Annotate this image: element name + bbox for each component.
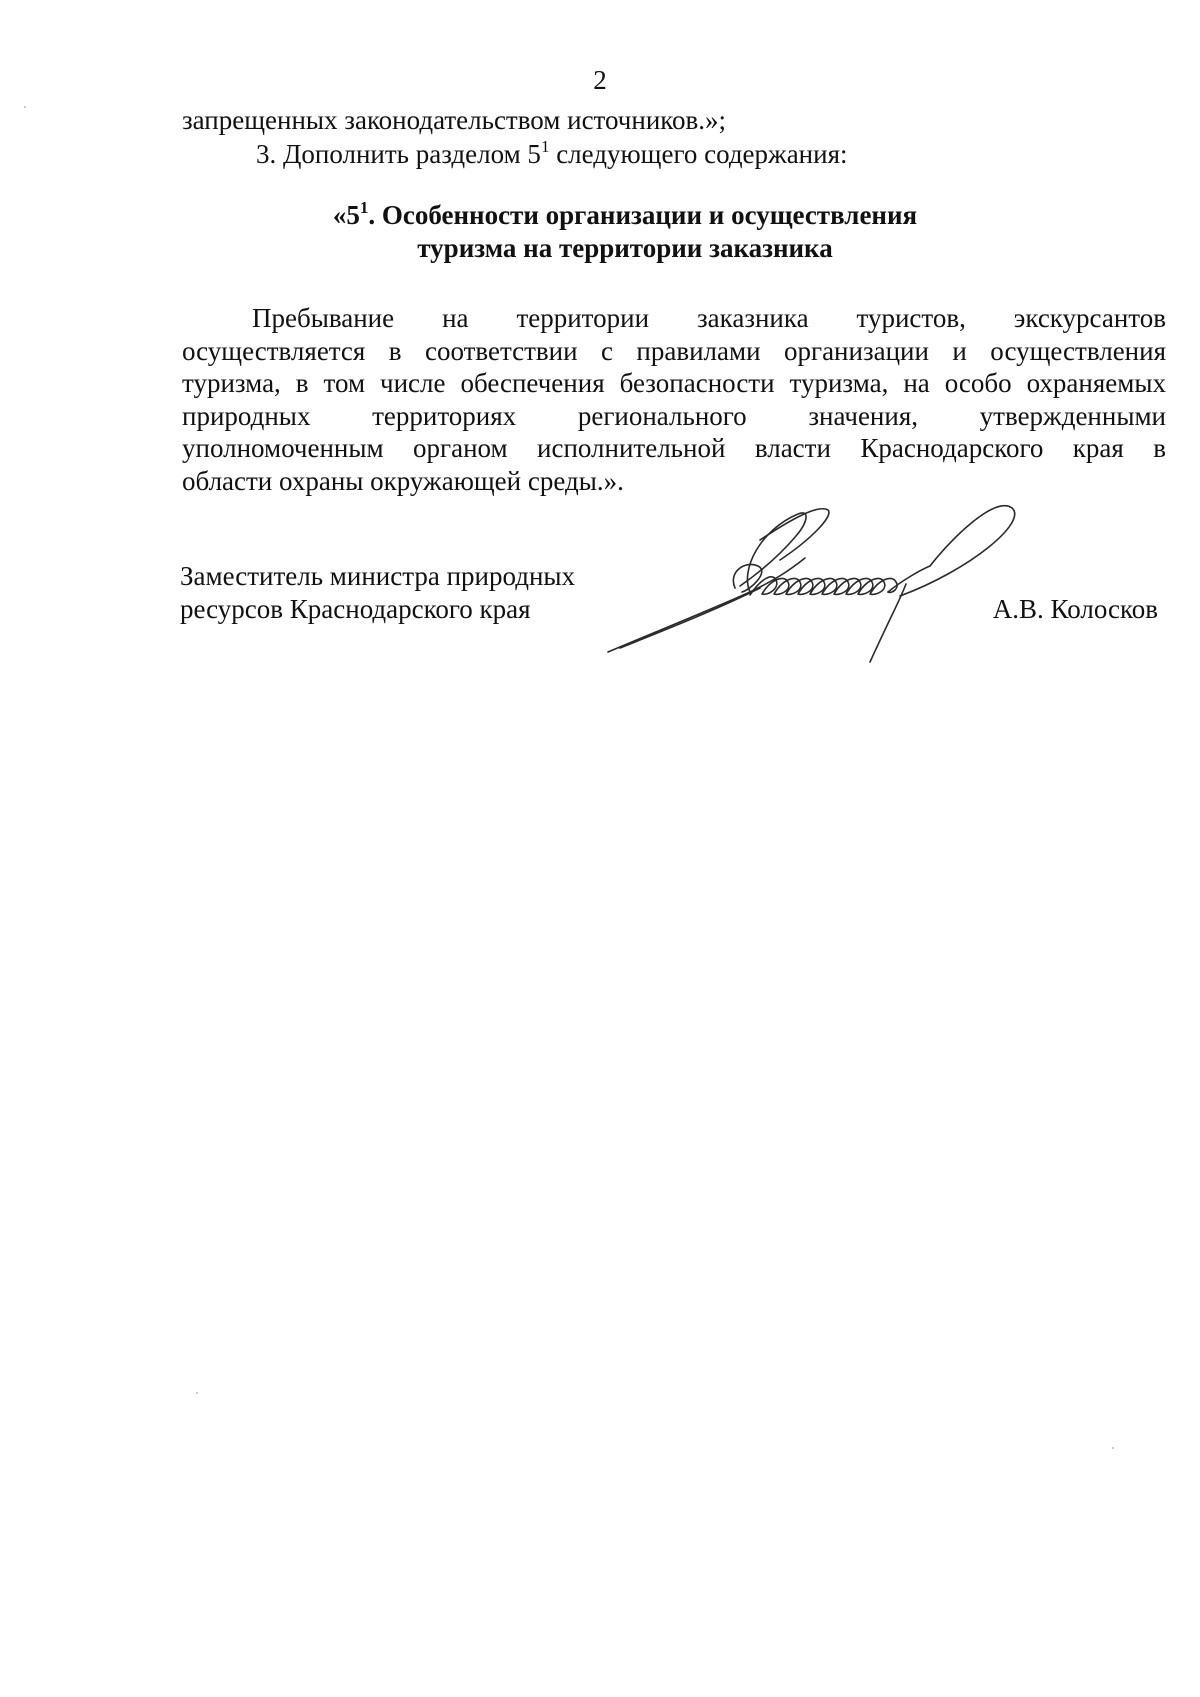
scan-speck <box>196 1392 198 1394</box>
section-heading-line1 <box>300 199 950 232</box>
scan-speck <box>24 106 26 108</box>
paragraph-line: области охраны окружающей среды.». <box>182 465 624 496</box>
paragraph-line: уполномоченным органом исполнительной власти Краснодарского края в <box>182 433 1166 463</box>
section-heading-line2: туризма на территории заказника <box>417 233 833 263</box>
heading-open: «5 <box>332 200 360 230</box>
paragraph-line: природных территориях регионального значения, утвержденными <box>182 400 1166 431</box>
handwritten-signature <box>600 500 1040 680</box>
section-heading <box>300 199 950 265</box>
intro-line: запрещенных законодательством источников.»; <box>182 105 727 135</box>
amendment-text-before: 3. Дополнить разделом 5 <box>256 139 541 169</box>
scan-speck <box>1112 1447 1114 1449</box>
signatory-title <box>180 560 575 626</box>
amendment-text-after: следующего содержания: <box>549 139 848 169</box>
signatory-title-line2: ресурсов Краснодарского края <box>180 594 531 624</box>
signatory-title-line1: Заместитель министра природных <box>180 561 576 591</box>
page-number: 2 <box>593 65 607 95</box>
paragraph-line: туризма, в том числе обеспечения безопасности туризма, на особо охраняемых <box>182 368 1166 398</box>
amendment-line <box>256 138 848 170</box>
body-paragraph <box>182 302 1166 497</box>
heading-line1-rest: . Особенности организации и осуществления <box>368 200 918 230</box>
paragraph-line: Пребывание на территории заказника туристов, экскурсантов <box>252 303 1166 333</box>
signatory-name: А.В. Колосков <box>992 594 1158 624</box>
amendment-superscript: 1 <box>540 137 550 156</box>
heading-superscript: 1 <box>359 198 369 217</box>
paragraph-line: осуществляется в соответствии с правилами организации и осуществления <box>182 335 1166 366</box>
